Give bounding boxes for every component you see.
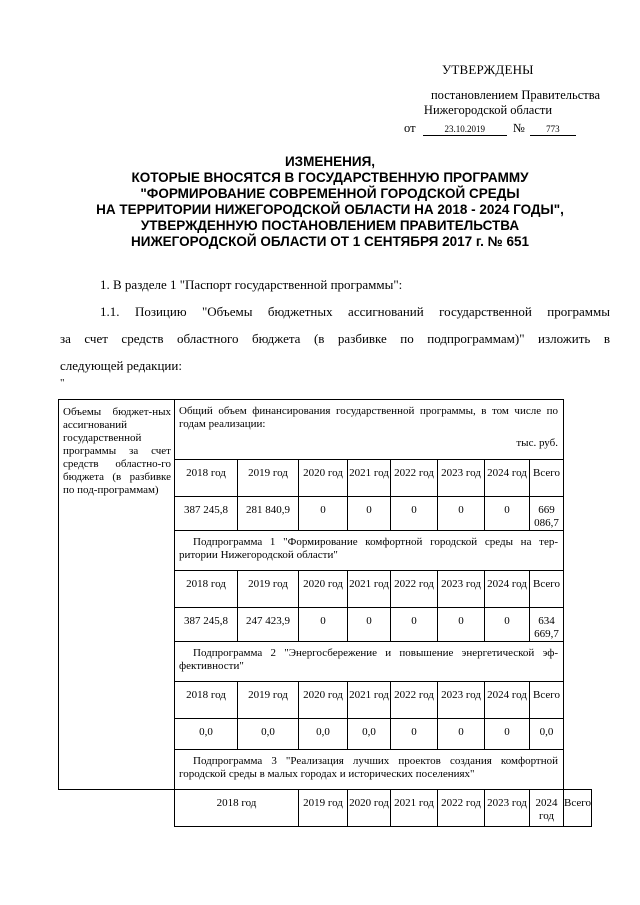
- total-header: Общий объем финансирования государственной программы, в том числе по годам реализации:: [179, 405, 559, 430]
- subprogram-2-value: 0: [485, 719, 530, 750]
- subprogram-1-title: Подпрограмма 1 "Формирование комфортной городской среды на тер-ритории Нижегородской области": [175, 531, 564, 571]
- year-header: 2022 год: [391, 571, 438, 608]
- table-left-cell: Объемы бюджет-ных ассигнований государственной программы за счет средств областно-го бюджета (в разбивке по под-программам): [59, 400, 175, 790]
- year-header: 2020 год: [299, 682, 348, 719]
- subprogram-2-value: 0,0: [299, 719, 348, 750]
- approval-header: УТВЕРЖДЕНЫ: [442, 62, 534, 77]
- total-value: 669 086,7: [530, 497, 564, 531]
- year-header: Всего: [530, 571, 564, 608]
- subprogram-2-value: 0,0: [238, 719, 299, 750]
- title-line: УТВЕРЖДЕННУЮ ПОСТАНОВЛЕНИЕМ ПРАВИТЕЛЬСТВА: [140, 218, 520, 233]
- year-header: 2020 год: [348, 790, 391, 827]
- year-header: 2019 год: [299, 790, 348, 827]
- year-header: 2019 год: [238, 571, 299, 608]
- subprogram-1-value: 247 423,9: [238, 608, 299, 642]
- subprogram-1-value: 0: [391, 608, 438, 642]
- year-header: Всего: [530, 682, 564, 719]
- approval-number: 773: [530, 122, 576, 136]
- subprogram-2-value: 0,0: [175, 719, 238, 750]
- title-line: "ФОРМИРОВАНИЕ СОВРЕМЕННОЙ ГОРОДСКОЙ СРЕДЫ: [140, 186, 520, 201]
- approval-date-row: [404, 121, 576, 136]
- total-value: 0: [391, 497, 438, 531]
- year-header: Всего: [564, 790, 592, 827]
- approval-by: постановлением Правительства: [430, 88, 600, 102]
- title-line: НА ТЕРРИТОРИИ НИЖЕГОРОДСКОЙ ОБЛАСТИ НА 2018 - 2024 ГОДЫ",: [96, 202, 564, 217]
- paragraph-2-line-1: 1.1. Позицию "Объемы бюджетных ассигнований государственной программы: [100, 304, 610, 319]
- year-header: 2020 год: [299, 571, 348, 608]
- year-header: 2019 год: [238, 460, 299, 497]
- year-header: 2024 год: [485, 682, 530, 719]
- year-header: 2022 год: [391, 460, 438, 497]
- subprogram-2-value: 0,0: [348, 719, 391, 750]
- total-value: 0: [438, 497, 485, 531]
- year-header: 2018 год: [175, 460, 238, 497]
- from-label: от: [404, 121, 416, 135]
- subprogram-3-title: Подпрограмма 3 "Реализация лучших проектов создания комфортной городской среды в малых городах и исторических поселениях": [175, 750, 564, 790]
- title-line: КОТОРЫЕ ВНОСЯТСЯ В ГОСУДАРСТВЕННУЮ ПРОГРАММУ: [131, 170, 529, 185]
- subprogram-2-title: Подпрограмма 2 "Энергосбережение и повышение энергетической эф-фективности": [175, 642, 564, 682]
- subprogram-1-value: 0: [299, 608, 348, 642]
- year-header: 2018 год: [175, 790, 299, 827]
- total-value: 0: [485, 497, 530, 531]
- budget-table: [58, 399, 592, 827]
- total-value: 0: [348, 497, 391, 531]
- total-value: 0: [299, 497, 348, 531]
- subprogram-2-value: 0: [391, 719, 438, 750]
- number-label: №: [512, 121, 525, 135]
- approval-date: 23.10.2019: [423, 122, 507, 136]
- year-header: 2022 год: [438, 790, 485, 827]
- paragraph-2-line-3: следующей редакции:: [60, 358, 182, 373]
- year-header: 2021 год: [348, 571, 391, 608]
- subprogram-1-value: 0: [438, 608, 485, 642]
- subprogram-2-value: 0,0: [530, 719, 564, 750]
- year-header: 2021 год: [391, 790, 438, 827]
- year-header: 2023 год: [438, 571, 485, 608]
- title-line: НИЖЕГОРОДСКОЙ ОБЛАСТИ ОТ 1 СЕНТЯБРЯ 2017 г. № 651: [131, 234, 529, 249]
- unit-label: тыс. руб.: [516, 437, 559, 449]
- paragraph-2-line-2: за счет средств областного бюджета (в разбивке по подпрограммам)" изложить в: [60, 331, 610, 346]
- year-header: 2022 год: [391, 682, 438, 719]
- year-header: 2024 год: [485, 571, 530, 608]
- opening-quote: ": [60, 377, 65, 389]
- year-header: 2023 год: [438, 460, 485, 497]
- year-header: 2024 год: [530, 790, 564, 827]
- year-header: 2024 год: [485, 460, 530, 497]
- year-header: 2021 год: [348, 460, 391, 497]
- year-header: Всего: [530, 460, 564, 497]
- total-header-cell: [175, 400, 564, 460]
- subprogram-1-value: 634 669,7: [530, 608, 564, 642]
- document-title: [60, 154, 600, 250]
- paragraph-1: 1. В разделе 1 "Паспорт государственной программы":: [100, 277, 403, 292]
- title-line: ИЗМЕНЕНИЯ,: [284, 154, 376, 169]
- year-header: 2023 год: [485, 790, 530, 827]
- total-value: 387 245,8: [175, 497, 238, 531]
- year-header: 2018 год: [175, 571, 238, 608]
- subprogram-1-value: 0: [348, 608, 391, 642]
- table-left-cell-continuation: [59, 790, 175, 827]
- year-header: 2019 год: [238, 682, 299, 719]
- year-header: 2020 год: [299, 460, 348, 497]
- approval-region: Нижегородской области: [423, 103, 553, 117]
- subprogram-1-value: 0: [485, 608, 530, 642]
- subprogram-2-value: 0: [438, 719, 485, 750]
- year-header: 2021 год: [348, 682, 391, 719]
- total-value: 281 840,9: [238, 497, 299, 531]
- year-header: 2023 год: [438, 682, 485, 719]
- subprogram-1-value: 387 245,8: [175, 608, 238, 642]
- year-header: 2018 год: [175, 682, 238, 719]
